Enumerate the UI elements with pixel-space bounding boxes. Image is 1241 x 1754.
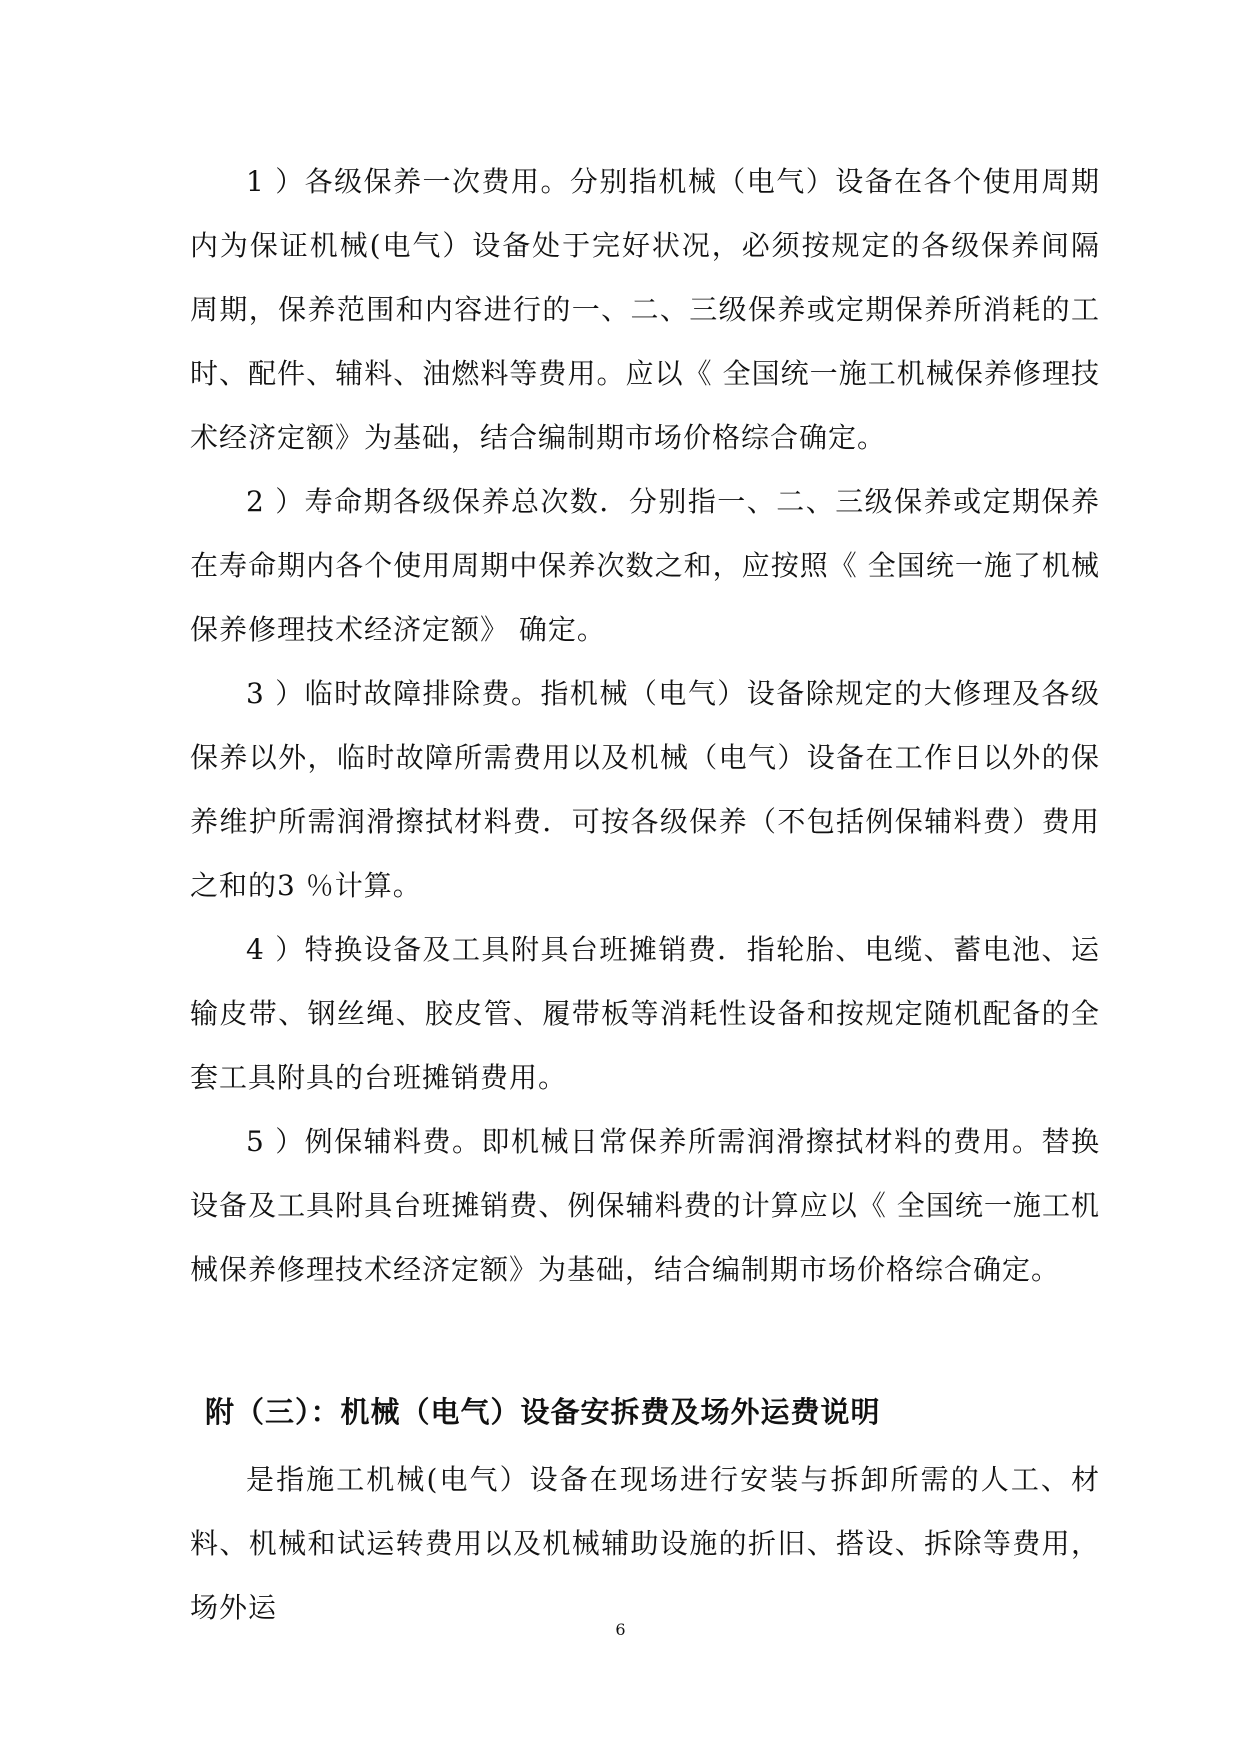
paragraph-routine-maintenance-cost: 5 ）例保辅料费。即机械日常保养所需润滑擦拭材料的费用。替换设备及工具附具台班摊销费、例保辅料费的计算应以《 全国统一施工机械保养修理技术经济定额》为基础，结合编制期市场价格综合确定。 — [190, 1125, 1100, 1286]
paragraph-maintenance-cost: 1 ）各级保养一次费用。分别指机械（电气）设备在各个使用周期内为保证机械(电气）设备处于完好状况，必须按规定的各级保养间隔周期，保养范围和内容进行的一、二、三级保养或定期保养所消耗的工时、配件、辅料、油燃料等费用。应以《 全国统一施工机械保养修理技术经济定额》为基础，结合编制期市场价格综合确定。 — [190, 165, 1100, 454]
paragraph-fault-repair-cost: 3 ）临时故障排除费。指机械（电气）设备除规定的大修理及各级保养以外，临时故障所需费用以及机械（电气）设备在工作日以外的保养维护所需润滑擦拭材料费．可按各级保养（不包括例保辅料费）费用之和的3 ％计算。 — [190, 677, 1100, 902]
paragraph-replacement-equipment-cost: 4 ）特换设备及工具附具台班摊销费．指轮胎、电缆、蓄电池、运输皮带、钢丝绳、胶皮管、履带板等消耗性设备和按规定随机配备的全套工具附具的台班摊销费用。 — [190, 933, 1100, 1094]
section-heading: 附（三）：机械（电气）设备安拆费及场外运费说明 — [205, 1395, 881, 1429]
paragraph-installation-cost: 是指施工机械(电气）设备在现场进行安装与拆卸所需的人工、材料、机械和试运转费用以及机械辅助设施的折旧、搭设、拆除等费用，场外运 — [190, 1463, 1100, 1624]
page-number: 6 — [615, 1620, 626, 1639]
paragraph-maintenance-count: 2 ）寿命期各级保养总次数．分别指一、二、三级保养或定期保养在寿命期内各个使用周期中保养次数之和，应按照《 全国统一施了机械保养修理技术经济定额》 确定。 — [190, 485, 1100, 646]
